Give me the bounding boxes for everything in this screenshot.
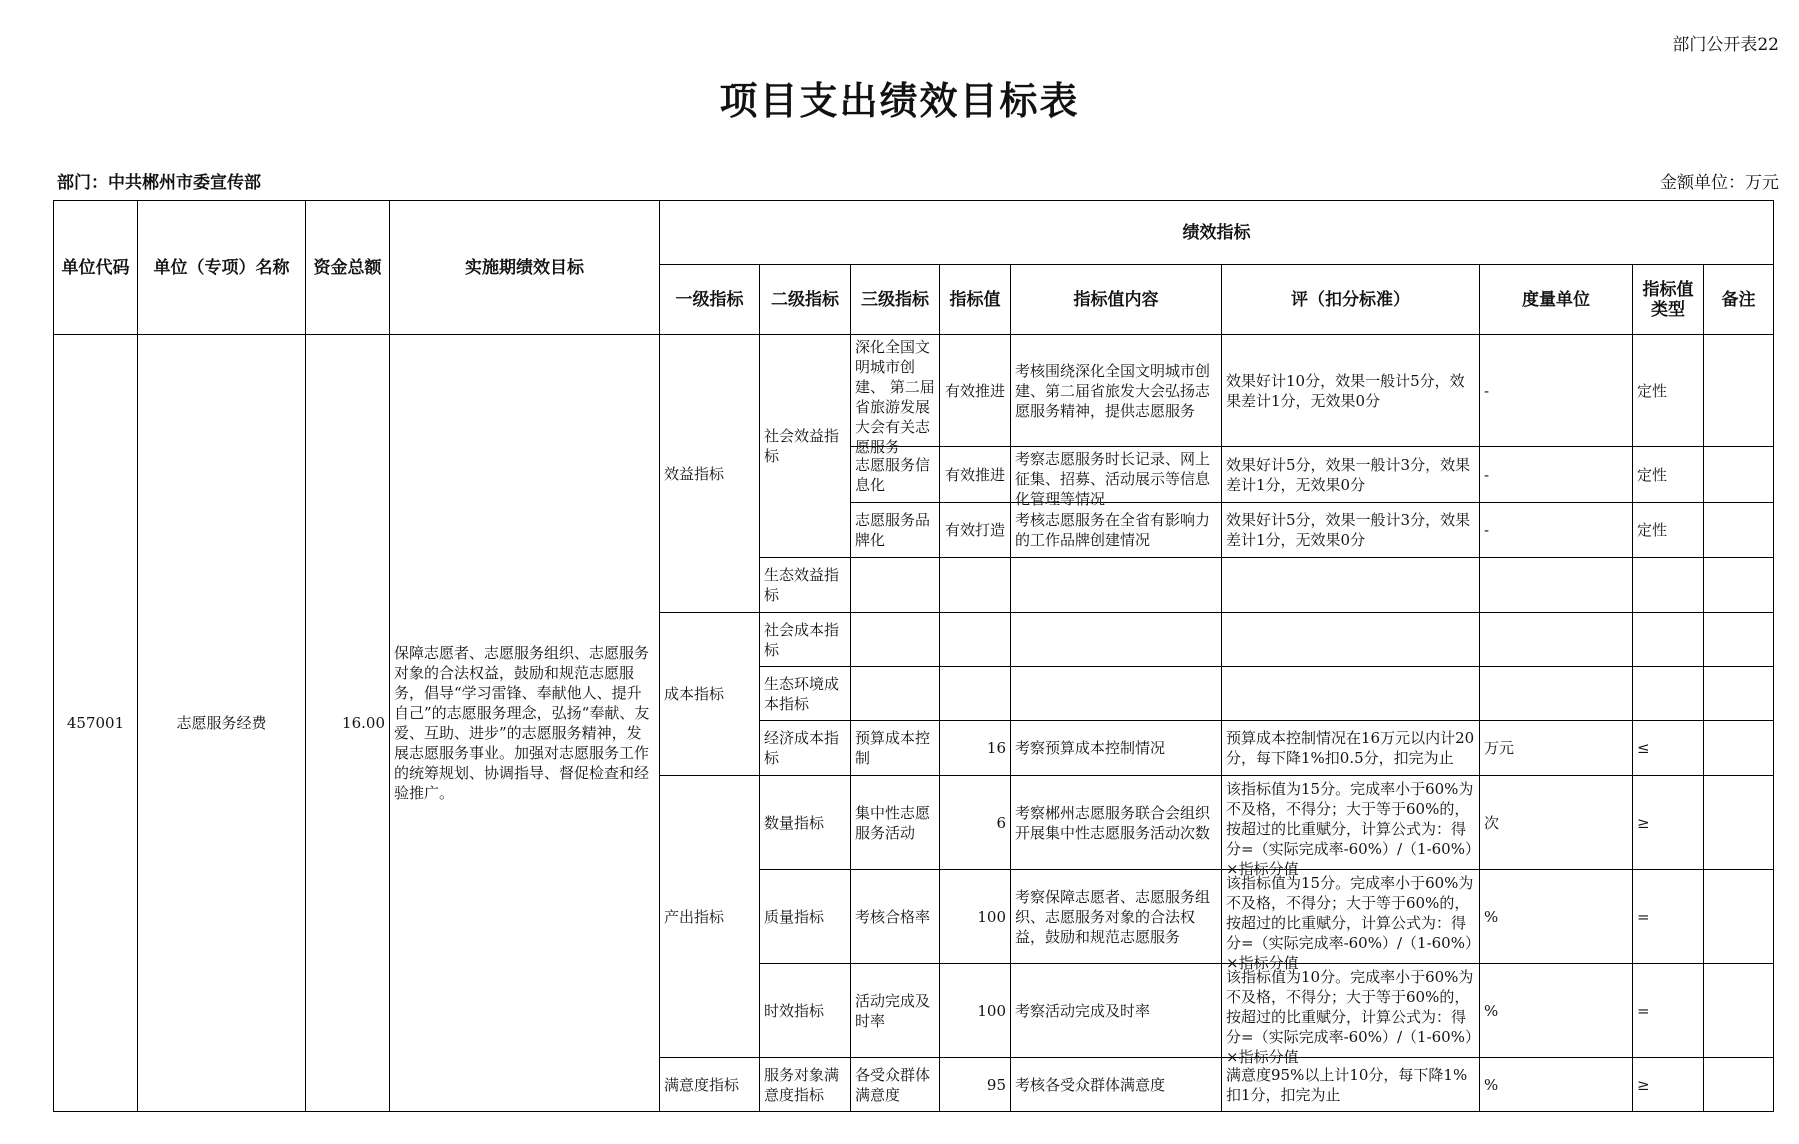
type-cell: = bbox=[1633, 964, 1704, 1058]
header-performance: 绩效指标 bbox=[660, 201, 1774, 265]
type-cell: 定性 bbox=[1633, 447, 1704, 503]
level1-cell: 满意度指标 bbox=[660, 1058, 760, 1112]
criteria-cell: 效果好计5分，效果一般计3分，效果差计1分，无效果0分 bbox=[1222, 503, 1480, 558]
content-cell: 考察郴州志愿服务联合会组织开展集中性志愿服务活动次数 bbox=[1011, 776, 1222, 870]
header-value: 指标值 bbox=[940, 265, 1011, 335]
type-cell: 定性 bbox=[1633, 335, 1704, 447]
level3-cell: 深化全国文明城市创建、 第二届省旅游发展大会有关志愿服务 bbox=[851, 335, 940, 447]
header-measure: 度量单位 bbox=[1480, 265, 1633, 335]
note-cell bbox=[1704, 335, 1774, 447]
content-cell bbox=[1011, 667, 1222, 721]
content-cell: 考察保障志愿者、志愿服务组织、志愿服务对象的合法权益，鼓励和规范志愿服务 bbox=[1011, 870, 1222, 964]
level1-cell: 成本指标 bbox=[660, 613, 760, 776]
note-cell bbox=[1704, 721, 1774, 776]
criteria-cell: 满意度95%以上计10分，每下降1%扣1分，扣完为止 bbox=[1222, 1058, 1480, 1112]
criteria-cell bbox=[1222, 613, 1480, 667]
level3-cell bbox=[851, 613, 940, 667]
content-cell: 考察活动完成及时率 bbox=[1011, 964, 1222, 1058]
value-cell: 100 bbox=[940, 964, 1011, 1058]
header-unit-name: 单位（专项）名称 bbox=[138, 201, 306, 335]
note-cell bbox=[1704, 447, 1774, 503]
measure-cell: % bbox=[1480, 870, 1633, 964]
value-cell: 有效推进 bbox=[940, 447, 1011, 503]
level2-cell: 数量指标 bbox=[760, 776, 851, 870]
content-cell bbox=[1011, 613, 1222, 667]
level2-cell: 生态效益指标 bbox=[760, 558, 851, 613]
value-cell bbox=[940, 558, 1011, 613]
header-goal: 实施期绩效目标 bbox=[390, 201, 660, 335]
criteria-cell: 该指标值为10分。完成率小于60%为不及格，不得分；大于等于60%的，按超过的比重赋分，计算公式为：得分=（实际完成率-60%）/（1-60%）×指标分值 bbox=[1222, 964, 1480, 1058]
type-cell bbox=[1633, 613, 1704, 667]
measure-cell: - bbox=[1480, 335, 1633, 447]
measure-cell bbox=[1480, 558, 1633, 613]
header-level1: 一级指标 bbox=[660, 265, 760, 335]
type-cell bbox=[1633, 667, 1704, 721]
unit-code-cell: 457001 bbox=[54, 335, 138, 1112]
criteria-cell: 效果好计5分，效果一般计3分，效果差计1分，无效果0分 bbox=[1222, 447, 1480, 503]
measure-cell: 次 bbox=[1480, 776, 1633, 870]
criteria-cell: 预算成本控制情况在16万元以内计20分，每下降1%扣0.5分，扣完为止 bbox=[1222, 721, 1480, 776]
note-cell bbox=[1704, 964, 1774, 1058]
measure-cell: - bbox=[1480, 503, 1633, 558]
level2-cell: 质量指标 bbox=[760, 870, 851, 964]
level3-cell: 各受众群体满意度 bbox=[851, 1058, 940, 1112]
content-cell: 考核围绕深化全国文明城市创建、第二届省旅发大会弘扬志愿服务精神，提供志愿服务 bbox=[1011, 335, 1222, 447]
level3-cell: 预算成本控制 bbox=[851, 721, 940, 776]
content-cell bbox=[1011, 558, 1222, 613]
criteria-cell bbox=[1222, 667, 1480, 721]
value-cell: 95 bbox=[940, 1058, 1011, 1112]
level2-cell: 经济成本指标 bbox=[760, 721, 851, 776]
level2-cell: 服务对象满意度指标 bbox=[760, 1058, 851, 1112]
value-cell: 100 bbox=[940, 870, 1011, 964]
header-total-funds: 资金总额 bbox=[306, 201, 390, 335]
performance-target-table bbox=[53, 200, 1774, 1112]
header-note: 备注 bbox=[1704, 265, 1774, 335]
level1-cell: 效益指标 bbox=[660, 335, 760, 613]
criteria-cell: 该指标值为15分。完成率小于60%为不及格，不得分；大于等于60%的，按超过的比重赋分，计算公式为：得分=（实际完成率-60%）/（1-60%）×指标分值 bbox=[1222, 870, 1480, 964]
header-level2: 二级指标 bbox=[760, 265, 851, 335]
level2-cell: 社会效益指标 bbox=[760, 335, 851, 558]
criteria-cell: 效果好计10分，效果一般计5分，效果差计1分，无效果0分 bbox=[1222, 335, 1480, 447]
measure-cell: - bbox=[1480, 447, 1633, 503]
measure-cell bbox=[1480, 667, 1633, 721]
measure-cell: 万元 bbox=[1480, 721, 1633, 776]
level2-cell: 生态环境成本指标 bbox=[760, 667, 851, 721]
type-cell: ≤ bbox=[1633, 721, 1704, 776]
type-cell: ≥ bbox=[1633, 1058, 1704, 1112]
type-cell: = bbox=[1633, 870, 1704, 964]
note-cell bbox=[1704, 503, 1774, 558]
level3-cell: 志愿服务信息化 bbox=[851, 447, 940, 503]
value-cell: 6 bbox=[940, 776, 1011, 870]
measure-cell bbox=[1480, 613, 1633, 667]
note-cell bbox=[1704, 667, 1774, 721]
value-cell: 有效推进 bbox=[940, 335, 1011, 447]
header-type: 指标值类型 bbox=[1633, 265, 1704, 335]
measure-cell: % bbox=[1480, 964, 1633, 1058]
level1-cell: 产出指标 bbox=[660, 776, 760, 1058]
value-cell: 16 bbox=[940, 721, 1011, 776]
goal-cell: 保障志愿者、志愿服务组织、志愿服务对象的合法权益，鼓励和规范志愿服务，倡导“学习雷锋、奉献他人、提升自己”的志愿服务理念，弘扬“奉献、友爱、互助、进步”的志愿服务精神，发展志愿服务事业。加强对志愿服务工作的统筹规划、协调指导、督促检查和经验推广。 bbox=[390, 335, 660, 1112]
level3-cell: 活动完成及时率 bbox=[851, 964, 940, 1058]
note-cell bbox=[1704, 1058, 1774, 1112]
note-cell bbox=[1704, 558, 1774, 613]
page-title: 项目支出绩效目标表 bbox=[719, 79, 1080, 123]
note-cell bbox=[1704, 776, 1774, 870]
level3-cell bbox=[851, 667, 940, 721]
level3-cell bbox=[851, 558, 940, 613]
content-cell: 考察志愿服务时长记录、网上征集、招募、活动展示等信息化管理等情况 bbox=[1011, 447, 1222, 503]
value-cell bbox=[940, 613, 1011, 667]
header-unit-code: 单位代码 bbox=[54, 201, 138, 335]
type-cell: ≥ bbox=[1633, 776, 1704, 870]
type-cell bbox=[1633, 558, 1704, 613]
level3-cell: 集中性志愿服务活动 bbox=[851, 776, 940, 870]
total-funds-cell: 16.00 bbox=[306, 335, 390, 1112]
header-content: 指标值内容 bbox=[1011, 265, 1222, 335]
criteria-cell bbox=[1222, 558, 1480, 613]
value-cell bbox=[940, 667, 1011, 721]
level3-cell: 考核合格率 bbox=[851, 870, 940, 964]
amount-unit-label: 金额单位：万元 bbox=[1660, 173, 1779, 193]
table-number-label: 部门公开表22 bbox=[1672, 35, 1779, 55]
level3-cell: 志愿服务品牌化 bbox=[851, 503, 940, 558]
content-cell: 考察预算成本控制情况 bbox=[1011, 721, 1222, 776]
header-level3: 三级指标 bbox=[851, 265, 940, 335]
note-cell bbox=[1704, 870, 1774, 964]
type-cell: 定性 bbox=[1633, 503, 1704, 558]
level2-cell: 社会成本指标 bbox=[760, 613, 851, 667]
table-row bbox=[54, 335, 1774, 447]
header-criteria: 评（扣分标准） bbox=[1222, 265, 1480, 335]
note-cell bbox=[1704, 613, 1774, 667]
content-cell: 考核志愿服务在全省有影响力的工作品牌创建情况 bbox=[1011, 503, 1222, 558]
content-cell: 考核各受众群体满意度 bbox=[1011, 1058, 1222, 1112]
measure-cell: % bbox=[1480, 1058, 1633, 1112]
header-row-1 bbox=[54, 201, 1774, 265]
unit-name-cell: 志愿服务经费 bbox=[138, 335, 306, 1112]
level2-cell: 时效指标 bbox=[760, 964, 851, 1058]
value-cell: 有效打造 bbox=[940, 503, 1011, 558]
department-label: 部门：中共郴州市委宣传部 bbox=[57, 173, 261, 193]
criteria-cell: 该指标值为15分。完成率小于60%为不及格，不得分；大于等于60%的，按超过的比重赋分，计算公式为：得分=（实际完成率-60%）/（1-60%）×指标分值 bbox=[1222, 776, 1480, 870]
